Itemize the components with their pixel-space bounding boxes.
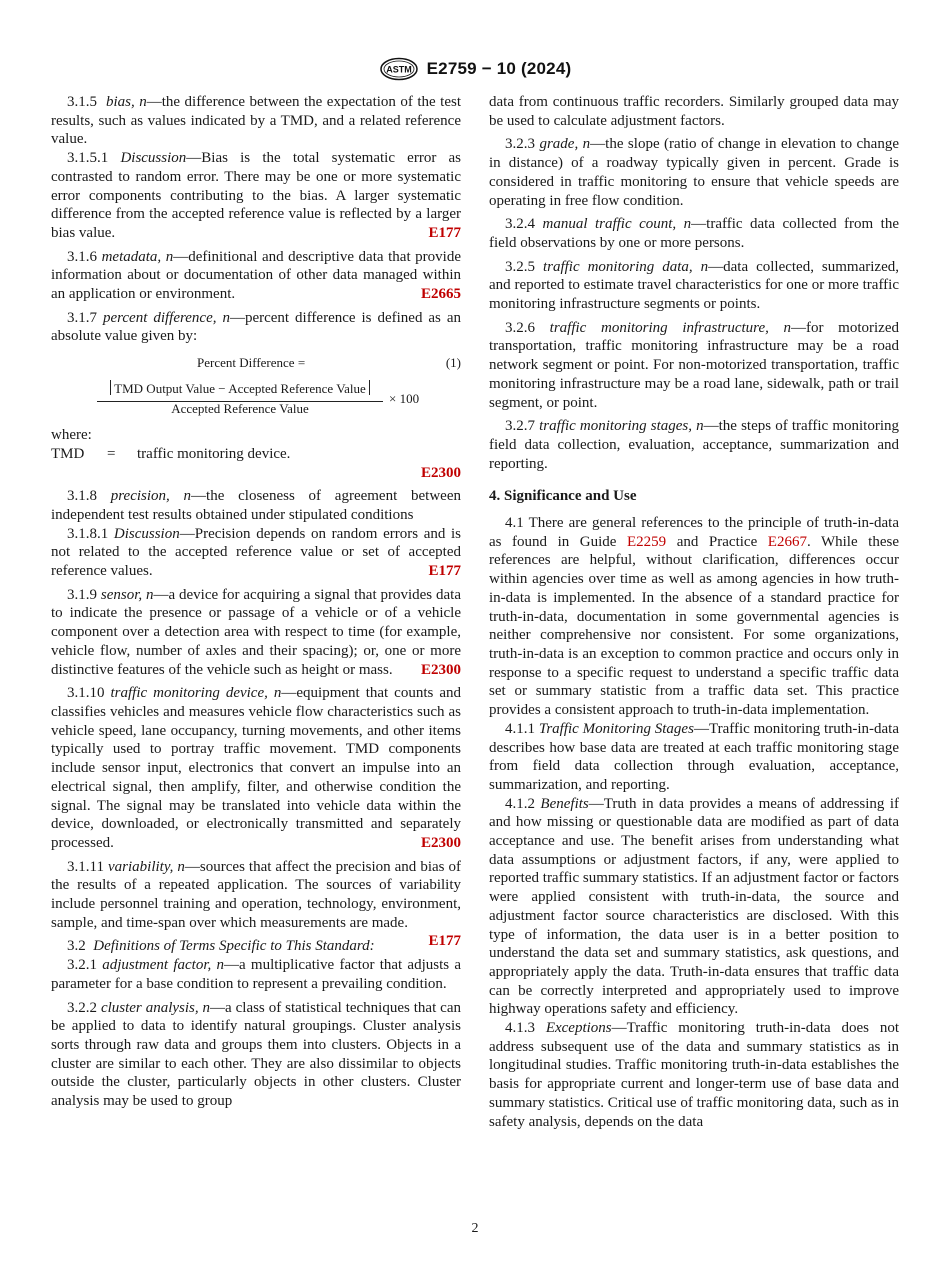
definition-3-1-6: 3.1.6 metadata, n—definitional and descriptive data that provide information about or documentation of other data managed within an application or environment. E2665 bbox=[51, 248, 462, 303]
equation-lhs: Percent Difference = bbox=[197, 355, 306, 371]
astm-logo-icon bbox=[379, 57, 419, 81]
page-header bbox=[0, 56, 950, 82]
reference-link-e2667[interactable]: E2667 bbox=[767, 533, 807, 550]
equation-number: (1) bbox=[445, 355, 461, 371]
reference-link[interactable]: E2300 bbox=[420, 661, 461, 678]
reference-link[interactable]: E177 bbox=[428, 563, 461, 580]
left-column bbox=[51, 93, 461, 1111]
reference-link[interactable]: E177 bbox=[428, 224, 461, 241]
reference-link[interactable]: E2300 bbox=[420, 464, 461, 481]
definition-3-2-7: 3.2.7 traffic monitoring stages, n—the steps of traffic monitoring field data collection, evaluation, acceptance, summarization and reporting. bbox=[489, 418, 899, 472]
equation-fraction bbox=[51, 376, 461, 422]
reference-link[interactable]: E2300 bbox=[420, 834, 461, 851]
section-4-heading: 4. Significance and Use bbox=[489, 488, 637, 505]
definition-3-1-5: 3.1.5 bias, n—the difference between the expectation of the test results, such as values indicated by a TMD, and a related reference value. bbox=[51, 94, 462, 148]
definition-3-1-9: 3.1.9 sensor, n—a device for acquiring a signal that provides data to indicate the presence or passage of a vehicle or of a vehicle component over a detection area with respect to time (for example, vehicle flow, number of axles and their spacing); or, one or more distinctive features of the vehicle such as height or mass. E2300 bbox=[51, 586, 461, 678]
definition-3-1-10: 3.1.10 traffic monitoring device, n—equipment that counts and classifies vehicles and measures vehicle flow characteristics such as vehicle speed, lane occupancy, turning movements, and other items typically used to portray traffic movement. TMD components include sensor input, electronics that convert an impulse into an electrical signal, then amplify, filter, and otherwise condition the signal. The signal may be translated into vehicle data within the device, downloaded, or electronically transmitted and separately processed. E2300 bbox=[51, 685, 461, 851]
definition-3-2-2: 3.2.2 cluster analysis, n—a class of statistical techniques that can be applied to data to identify natural groupings. Cluster analysis sorts through raw data and groups them into clusters. Objects in a cluster are similar to each other. They are also dissimilar to objects outside the cluster, particularly objects in other clusters. Cluster analysis may be used to group bbox=[51, 999, 462, 1110]
definition-3-1-8: 3.1.8 precision, n—the closeness of agreement between independent test results obtained under stipulated conditions bbox=[51, 488, 461, 523]
discussion-3-1-8-1: 3.1.8.1 Discussion—Precision depends on random errors and is not related to the accepted reference value or set of accepted reference values. E177 bbox=[51, 525, 461, 580]
definition-3-2-6: 3.2.6 traffic monitoring infrastructure, n—for motorized transportation, traffic monitoring infrastructure may be a road network segment or point. For non-motorized transportation, traffic monitoring infrastructure may be a road lane, sidewalk, path or trail segment, or point. bbox=[489, 319, 899, 411]
variable-definition: TMD = traffic monitoring device. bbox=[51, 445, 291, 462]
equation-denominator: Accepted Reference Value bbox=[171, 401, 309, 417]
section-3-2-heading: 3.2 Definitions of Terms Specific to This Standard: bbox=[67, 938, 375, 955]
definition-3-2-5: 3.2.5 traffic monitoring data, n—data collected, summarized, and reported to estimate travel characteristics for one or more traffic monitoring infrastructure segments or points. bbox=[489, 258, 899, 313]
equation-multiplier: × 100 bbox=[389, 391, 420, 407]
where-label: where: bbox=[51, 427, 92, 444]
right-column bbox=[489, 93, 899, 1131]
discussion-3-1-5-1: 3.1.5.1 Discussion—Bias is the total systematic error as contrasted to random error. There may be one or more systematic error components contributing to the bias. A larger systematic difference from the accepted reference value is reflected by a larger bias value. E177 bbox=[51, 150, 461, 241]
reference-link-e2259[interactable]: E2259 bbox=[627, 533, 667, 550]
page-number: 2 bbox=[471, 1221, 479, 1236]
standard-designation: E2759 − 10 (2024) bbox=[426, 59, 572, 78]
definition-3-2-3: 3.2.3 grade, n—the slope (ratio of change in elevation to change in distance) of a roadway typically given in percent. Grade is considered in traffic monitoring to ensure that vehicle speeds are operating in free flow condition. bbox=[489, 136, 899, 209]
equation-numerator: TMD Output Value − Accepted Reference Value bbox=[97, 380, 383, 402]
definition-3-1-7: 3.1.7 percent difference, n—percent difference is defined as an absolute value given by: bbox=[51, 309, 461, 345]
reference-link[interactable]: E2665 bbox=[420, 286, 461, 303]
continued-paragraph: data from continuous traffic recorders. Similarly grouped data may be used to calculate adjustment factors. bbox=[489, 94, 899, 129]
paragraph-4-1: 4.1 There are general references to the principle of truth-in-data as found in Guide E2259 and Practice E2667. While these references are helpful, without clarification, differences occur within agencies over time as well as among agencies in how truth-in-data is implemented. In the absence of a standard practice for truth-in-data, documentation in some governmental agencies is neither comprehensive nor consistent. For some organizations, truth-in-data is an exception to common practice and occurs only in response to a specific request to understand a specific traffic data set or summary statistic from a traffic data set. This practice provides a consistent approach to truth-in-data implementation. bbox=[489, 515, 899, 719]
definition-3-2-4: 3.2.4 manual traffic count, n—traffic data collected from the field observations by one or more persons. bbox=[489, 216, 900, 251]
reference-link[interactable]: E177 bbox=[428, 933, 461, 950]
definition-3-1-11: 3.1.11 variability, n—sources that affect the precision and bias of the results of a repeated application. The sources of variability include personnel training and operation, technology, environment, sample, and time-span over which measurements are made. E177 bbox=[51, 858, 462, 950]
svg-text:ASTM: ASTM bbox=[385, 64, 412, 75]
definition-3-2-1: 3.2.1 adjustment factor, n—a multiplicative factor that adjusts a parameter for a base condition to represent a prevailing condition. bbox=[51, 957, 462, 992]
paragraph-4-1-1: 4.1.1 Traffic Monitoring Stages—Traffic monitoring truth-in-data describes how base data are treated at each traffic monitoring stage from field data collection through evaluation, acceptance, summarization, and reporting. bbox=[489, 720, 900, 793]
paragraph-4-1-3: 4.1.3 Exceptions—Traffic monitoring truth-in-data does not address subsequent use of the data and summary statistics as in longitudinal studies. Traffic monitoring truth-in-data establishes the basis for appropriate current and longer-term use of base data and summary statistics. Critical use of traffic monitoring data, such as in safety analysis, depends on the data bbox=[489, 1020, 899, 1130]
equation-line bbox=[51, 352, 461, 374]
paragraph-4-1-2: 4.1.2 Benefits—Truth in data provides a means of addressing if and how missing or questionable data are modified as part of data acceptance and use. The benefit arises from understanding what data assumptions or adjustment factors, if any, were applied to reported traffic summary statistics. If an adjustment factor or factors were applied consistent with truth-in-data, the source and adjustment factor source characteristics are disclosed. With this type of information, the data user is in a better position to understand the data set and summary statistics, ask questions, and appropriately apply the data. Truth-in-data ensures that traffic data can be correctly interpreted and appropriately used to improve highway operations safety and efficiency. bbox=[489, 795, 899, 1018]
